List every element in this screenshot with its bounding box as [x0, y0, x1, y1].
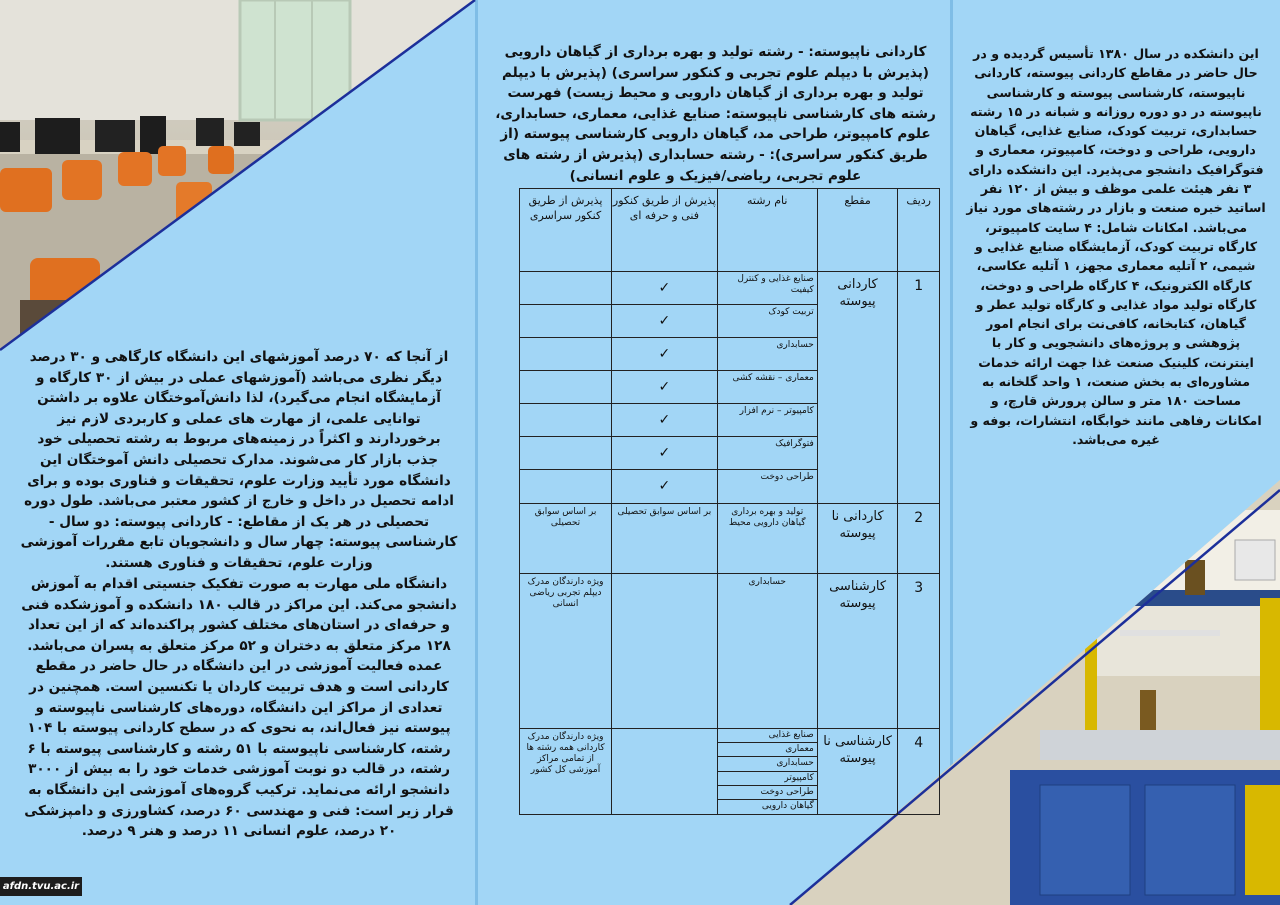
header-konkur: پذیرش از طریق کنکور فنی و حرفه ای [612, 189, 718, 272]
right-panel-paragraph: این دانشکده در سال ۱۳۸۰ تأسیس گردیده و در حال حاضر در مقاطع کاردانی پیوسته، کاردانی ناپیوسته، کارشناسی پیوسته و کارشناسی ناپیوسته در دو دوره روزانه و شبانه در ۱۵ رشته حسابداری، تربیت کودک، صنایع غذایی، گیاهان دارویی، طراحی و دوخت، کامپیوتر، معماری و فتوگرافیک دانشجو می‌پذیرد. این دانشکده دارای ۳ نفر هیئت علمی موظف و بیش از ۱۲۰ نفر اساتید خبره صنعت و بازار در رشته‌های مورد نیاز می‌باشد. امکانات شامل: ۴ سایت کامپیوتر، کارگاه تربیت کودک، آزمایشگاه صنایع غذایی و شیمی، ۲ آتلیه معماری مجهز، ۱ آتلیه عکاسی، کارگاه الکترونیک، ۴ کارگاه طراحی و دوخت، کارگاه تولید مواد غذایی و کارگاه تولید عطر و گیاهان، کتابخانه، کافی‌نت برای انجام امور پژوهشی و پروژه‌های دانشجویی و کار با اینترنت، کلینیک صنعت غذا جهت ارائه خدمات مشاوره‌ای به بخش صنعت، ۱ واحد گلخانه به مساحت ۱۸۰ متر و سالن پرورش قارچ، و امکانات رفاهی مانند خوابگاه، انتشارات، بوفه و غیره می‌باشد. [966, 46, 1266, 447]
row-fields [717, 272, 817, 504]
row-level: کاردانی نا پیوسته [817, 504, 898, 574]
row-level: کارشناسی پیوسته [817, 574, 898, 729]
row-number: 2 [898, 504, 940, 574]
left-panel-paragraph-2: دانشگاه ملی مهارت به صورت تفکیک جنسیتی اقدام به آموزش دانشجو می‌کند. این مراکز در قالب ۱۸۰ دانشکده و آموزشکده فنی و حرفه‌ای در استان‌های مختلف کشور پراکنده‌اند که از این تعداد ۱۲۸ مرکز متعلق به دختران و ۵۲ مرکز متعلق به پسران می‌باشد. عمده فعالیت آموزشی در این دانشگاه در حال حاضر در مقطع کاردانی است و هدف تربیت کاردان یا تکنسین است. همچنین در تعدادی از مراکز این دانشگاه، دوره‌های کارشناسی ناپیوسته و پیوسته نیز فعال‌اند، به نحوی که در سطح کاردانی پیوسته با ۱۰۴ رشته، کارشناسی ناپیوسته با ۵۱ رشته و کارشناسی پیوسته با ۶ رشته، در قالب دو نوبت آموزشی خدمات خود را به بیش از ۳۰۰۰ دانشجو ارائه می‌نماید. ترکیب گروه‌های آموزشی این دانشگاه به قرار زیر است: فنی و مهندسی ۶۰ درصد، کشاورزی و دامپزشکی ۲۰ درصد، علوم انسانی ۱۱ درصد و هنر ۹ درصد. [21, 576, 457, 840]
table-header-row [520, 189, 940, 272]
table-row [520, 504, 940, 574]
check-mark: ✓ [658, 478, 671, 494]
row-konkur-empty [612, 574, 718, 729]
header-general-konkur: پذیرش از طریق کنکور سراسری [520, 189, 612, 272]
field-item: حسابداری [718, 338, 817, 371]
field-item: معماری [718, 743, 817, 757]
row-field: حسابداری [717, 574, 817, 729]
check-mark: ✓ [612, 338, 717, 371]
row-field: تولید و بهره برداری گیاهان دارویی محیط [717, 504, 817, 574]
field-item: گیاهان دارویی [761, 800, 814, 811]
row-general-note: بر اساس سوابق تحصیلی [520, 504, 612, 574]
row-number: 1 [898, 272, 940, 504]
row-konkur-empty [612, 729, 718, 815]
row-konkur-note: بر اساس سوابق تحصیلی [612, 504, 718, 574]
check-mark: ✓ [612, 305, 717, 338]
row-fields [717, 729, 817, 815]
field-item: کامپیوتر – نرم افزار [718, 404, 817, 437]
header-row-number: ردیف [898, 189, 940, 272]
table-row [520, 574, 940, 729]
site-url-label: afdn.tvu.ac.ir [0, 877, 82, 896]
header-field: نام رشته [717, 189, 817, 272]
row-number: 4 [898, 729, 940, 815]
field-item: صنایع غذایی و کنترل کیفیت [718, 272, 817, 305]
field-item: حسابداری [718, 757, 817, 771]
header-level: مقطع [817, 189, 898, 272]
row-konkur-checks [612, 272, 718, 504]
row-general-note: ویژه دارندگان مدرک کاردانی همه رشته ها از تمامی مراکز آموزشی کل کشور [520, 729, 612, 815]
check-mark: ✓ [612, 371, 717, 404]
row-number: 3 [898, 574, 940, 729]
check-mark: ✓ [612, 404, 717, 437]
field-item: تربیت کودک [718, 305, 817, 338]
row-level: کارشناسی نا پیوسته [817, 729, 898, 815]
field-item: طراحی دوخت [760, 472, 814, 482]
row-general-empty [520, 272, 612, 504]
row-general-note: ویژه دارندگان مدرک دیپلم تجربی ریاضی انسانی [520, 574, 612, 729]
programs-table [519, 188, 940, 815]
check-mark: ✓ [612, 437, 717, 470]
field-item: کامپیوتر [718, 772, 817, 786]
field-item: طراحی دوخت [718, 786, 817, 800]
row-level: کاردانی پیوسته [817, 272, 898, 504]
field-item: فتوگرافیک [718, 437, 817, 470]
middle-panel-paragraph: کاردانی ناپیوسته: - رشته تولید و بهره برداری از گیاهان دارویی (پذیرش با دیپلم علوم تجربی و کنکور سراسری) (پذیرش با دیپلم تولید و بهره برداری از گیاهان دارویی و محیط زیست) فهرست رشته های کارشناسی ناپیوسته: صنایع غذایی، معماری، حسابداری، علوم کامپیوتر، طراحی مد، گیاهان دارویی کارشناسی پیوسته (از طریق کنکور سراسری): - رشته حسابداری (پذیرش از رشته های علوم تجربی، ریاضی/فیزیک و علوم انسانی) [495, 44, 936, 184]
check-mark: ✓ [612, 272, 717, 305]
table-row [520, 729, 940, 815]
left-panel-paragraph-1: از آنجا که ۷۰ درصد آموزشهای این دانشگاه کارگاهی و ۳۰ درصد دیگر نظری می‌باشد (آموزشهای عملی در بیش از ۳۰ کارگاه و آزمایشگاه انجام می‌گیرد)، لذا دانش‌آموختگان علاوه بر داشتن توانایی علمی، از مهارت های عملی و کاربردی لازم نیز برخوردارند و اکثراً در زمینه‌های مربوط به رشته تحصیلی خود جذب بازار کار می‌شوند. مدارک تحصیلی دانش آموختگان این دانشگاه مورد تأیید وزارت علوم، تحقیقات و فناوری بوده و برای ادامه تحصیل در داخل و خارج از کشور معتبر می‌باشد. طول دوره تحصیلی در هر یک از مقاطع: - کاردانی پیوسته: دو سال - کارشناسی پیوسته: چهار سال و دانشجویان تابع مقررات آموزشی وزارت علوم، تحقیقات و فناوری هستند. [20, 349, 458, 571]
field-item: معماری – نقشه کشی [718, 371, 817, 404]
table-row [520, 272, 940, 504]
field-item: صنایع غذایی [718, 729, 817, 743]
